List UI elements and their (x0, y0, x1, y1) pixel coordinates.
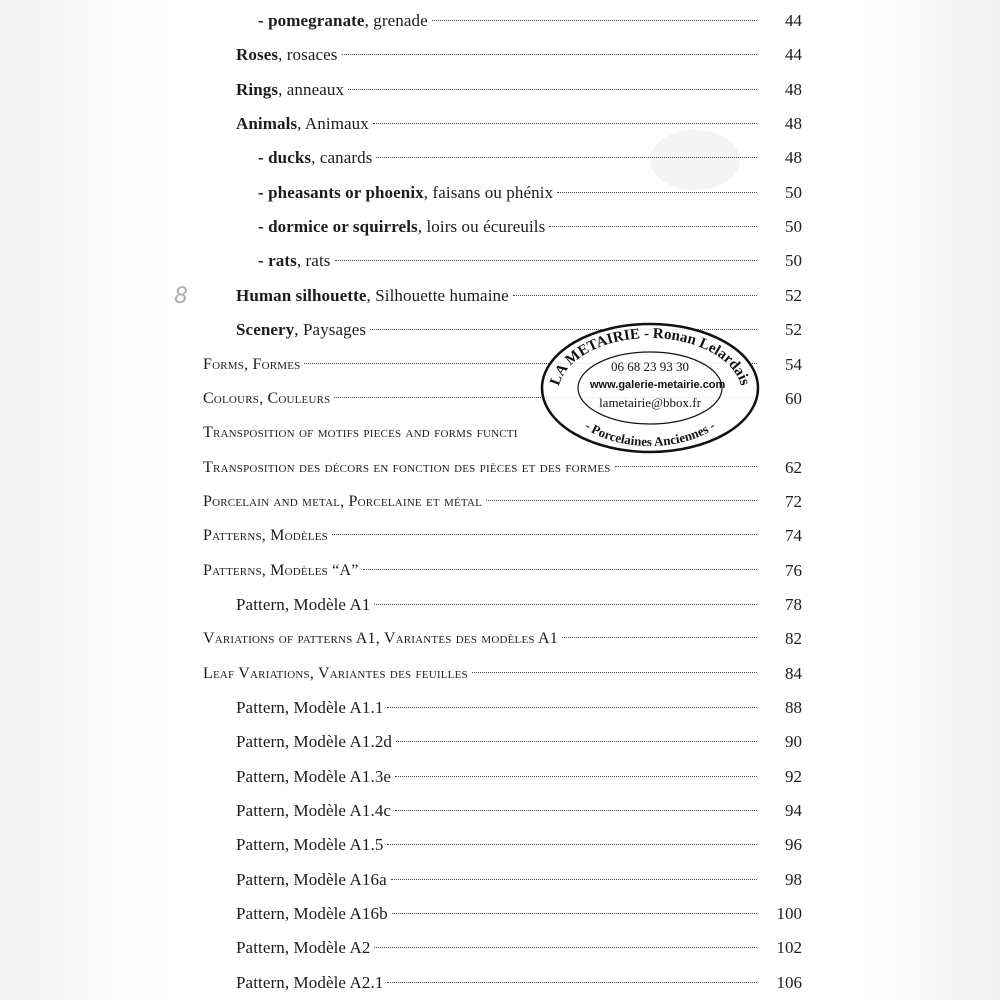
toc-page-number: 100 (776, 904, 802, 924)
toc-entry-title-english: - pomegranate (258, 11, 365, 30)
toc-entry-title-text: Pattern, Modèle A1.2d (236, 732, 393, 752)
toc-row (0, 691, 1000, 725)
toc-entry-title-english: - ducks (258, 148, 312, 168)
toc-entry-title-text: Transposition of motifs pieces and forms functi (203, 424, 518, 442)
toc-entry (258, 244, 765, 278)
dot-leader (387, 982, 757, 983)
dot-leader (432, 20, 757, 21)
toc-page-number: 92 (785, 766, 802, 786)
toc-row (0, 931, 1000, 965)
toc-row (0, 622, 1000, 656)
toc-row (0, 519, 1000, 553)
dot-leader (391, 879, 757, 880)
toc-entry (236, 38, 765, 72)
toc-row (0, 38, 1000, 72)
toc-row (0, 588, 1000, 622)
toc-entry-title-text: , rats (296, 251, 331, 271)
dot-leader (392, 913, 757, 914)
dot-leader (373, 123, 757, 124)
toc-entry-title (203, 657, 468, 691)
toc-entry-title-text: , rosaces (278, 45, 338, 65)
toc-entry-title (258, 141, 372, 175)
toc-row (0, 760, 1000, 794)
toc-entry (236, 931, 765, 965)
toc-entry (236, 863, 765, 897)
toc-page-number: 76 (785, 560, 802, 580)
toc-entry-title-text: Leaf Variations, Variantes des feuilles (203, 664, 468, 682)
toc-entry-title-text: , canards (311, 148, 373, 168)
stamp-bottom-text: - Porcelaines Anciennes - (582, 417, 718, 450)
toc-entry-title-text: Pattern, Modèle A1 (236, 594, 371, 614)
toc-row (0, 313, 1000, 347)
toc-entry-title-text: Colours, Couleurs (203, 389, 331, 407)
dot-leader (395, 776, 757, 777)
toc-page-number: 48 (785, 114, 802, 134)
toc-page-number: 62 (785, 457, 802, 477)
toc-entry (236, 966, 765, 1000)
toc-entry-title-text: Porcelain and metal, Porcelaine et métal (203, 492, 483, 510)
toc-entry-title (203, 519, 328, 553)
toc-page-number: 94 (785, 801, 802, 821)
toc-entry-title (203, 382, 330, 416)
toc-entry-title (258, 176, 553, 210)
stamp-contact (590, 358, 726, 412)
toc-page-number: 50 (785, 217, 802, 237)
toc-entry-title-english: Rings (236, 79, 279, 99)
toc-entry-title (236, 760, 391, 794)
toc-row (0, 725, 1000, 759)
gallery-stamp (540, 322, 760, 454)
toc-entry-title-text: , faisans ou phénix (423, 182, 554, 202)
toc-page-number: 48 (785, 148, 802, 168)
toc-entry (236, 279, 765, 313)
toc-row (0, 210, 1000, 244)
toc-entry-title-text: Patterns, Modèles “A” (203, 561, 359, 579)
toc-entry-title (203, 451, 611, 485)
toc-entry (258, 210, 765, 244)
toc-entry-title-text: , Silhouette humaine (366, 285, 509, 305)
toc-entry-title-text: Pattern, Modèle A1.5 (236, 835, 384, 855)
toc-entry (236, 794, 765, 828)
stamp-website: www.galerie-metairie.com (590, 379, 726, 391)
toc-entry-title (236, 897, 388, 931)
toc-row (0, 897, 1000, 931)
toc-page-number: 50 (785, 182, 802, 202)
toc-page-number: 44 (785, 11, 802, 30)
toc-entry-title (236, 966, 383, 1000)
toc-entry-title-text: Pattern, Modèle A2.1 (236, 972, 384, 992)
toc-row (0, 863, 1000, 897)
toc-entry-title (236, 313, 366, 347)
toc-entry-title-text: Pattern, Modèle A1.3e (236, 766, 392, 786)
toc-row (0, 73, 1000, 107)
toc-entry-title (203, 554, 359, 588)
pencil-mark: 8 (174, 284, 188, 309)
dot-leader (374, 947, 757, 948)
toc-entry-title (203, 622, 558, 656)
toc-entry (236, 725, 765, 759)
toc-entry-title-english: Human silhouette (236, 285, 367, 305)
toc-row (0, 554, 1000, 588)
toc-page-number: 54 (785, 354, 802, 374)
toc-entry-title (236, 828, 383, 862)
dot-leader (376, 157, 757, 158)
toc-row (0, 794, 1000, 828)
toc-entry-title (258, 244, 331, 278)
toc-page-number: 96 (785, 835, 802, 855)
dot-leader (472, 672, 757, 673)
toc-page-number: 60 (785, 388, 802, 408)
dot-leader (486, 500, 757, 501)
dot-leader (374, 604, 757, 605)
stamp-phone: 06 68 23 93 30 (611, 359, 689, 374)
toc-entry (203, 657, 765, 691)
toc-entry (203, 554, 765, 588)
toc-entry-title-text: Pattern, Modèle A1.1 (236, 698, 384, 717)
dot-leader (395, 810, 757, 811)
toc-entry-title-text: , grenade (364, 11, 428, 30)
toc-entry-title-english: Roses (236, 45, 279, 65)
dot-leader (332, 534, 757, 535)
toc-entry-title (203, 485, 482, 519)
toc-entry-title-english: - pheasants or phoenix (258, 182, 424, 202)
toc-entry (203, 485, 765, 519)
toc-row (0, 141, 1000, 175)
dot-leader (562, 637, 757, 638)
dot-leader (387, 707, 757, 708)
toc-entry-title-text: , anneaux (278, 79, 345, 99)
toc-entry-title-text: , Animaux (297, 114, 369, 134)
toc-entry (236, 760, 765, 794)
toc-entry-title (258, 4, 428, 38)
toc-row (0, 176, 1000, 210)
toc-page-number: 82 (785, 629, 802, 649)
dot-leader (557, 192, 757, 193)
toc-entry-title (236, 73, 344, 107)
toc-entry (236, 588, 765, 622)
toc-row (0, 828, 1000, 862)
toc-entry-title (236, 38, 338, 72)
dot-leader (615, 466, 757, 467)
toc-entry (258, 176, 765, 210)
toc-row (0, 4, 1000, 38)
toc-entry-title-english: Scenery (236, 320, 295, 340)
toc-page-number: 84 (785, 663, 802, 683)
toc-row (0, 966, 1000, 1000)
toc-page-number: 88 (785, 698, 802, 717)
toc-row (0, 244, 1000, 278)
toc-entry-title-text: Forms, Formes (203, 355, 301, 373)
toc-entry-title (203, 416, 518, 450)
toc-row (0, 657, 1000, 691)
toc-entry-title (236, 107, 369, 141)
toc-entry-title-text: Pattern, Modèle A2 (236, 938, 371, 958)
toc-entry-title-english: Animals (236, 114, 298, 134)
toc-page-number: 72 (785, 491, 802, 511)
toc-entry (203, 519, 765, 553)
toc-entry (236, 73, 765, 107)
toc-entry-title-text: Pattern, Modèle A16a (236, 869, 387, 889)
toc-entry (258, 141, 765, 175)
toc-row (0, 485, 1000, 519)
dot-leader (342, 54, 758, 55)
toc-entry (203, 451, 765, 485)
dot-leader (348, 89, 757, 90)
toc-row (0, 348, 1000, 382)
toc-entry-title-text: , loirs ou écureuils (417, 217, 546, 237)
dot-leader (387, 844, 757, 845)
toc-entry-title (236, 279, 509, 313)
toc-entry-title (258, 210, 545, 244)
toc-entry (236, 897, 765, 931)
toc-page-number: 102 (776, 938, 802, 958)
toc-entry-title (236, 691, 383, 725)
toc-entry-title-text: Transposition des décors en fonction des pièces et des formes (203, 458, 611, 476)
toc-entry-title (236, 863, 387, 897)
dot-leader (335, 260, 758, 261)
toc-page-number: 98 (785, 869, 802, 889)
toc-page-number: 44 (785, 45, 802, 65)
toc-entry-title-english: - rats (258, 251, 297, 271)
toc-entry (203, 622, 765, 656)
toc-entry-title (203, 348, 300, 382)
toc-entry (236, 107, 765, 141)
toc-entry-title (236, 794, 391, 828)
dot-leader (363, 569, 757, 570)
toc-entry-title-english: - dormice or squirrels (258, 217, 418, 237)
toc-page-number: 48 (785, 79, 802, 99)
toc-row (0, 382, 1000, 416)
toc-entry-title (236, 588, 370, 622)
toc-page-number: 74 (785, 526, 802, 546)
toc-entry (236, 828, 765, 862)
dot-leader (513, 295, 757, 296)
toc-entry-title (236, 725, 392, 759)
dot-leader (396, 741, 757, 742)
toc-page-number: 106 (776, 972, 802, 992)
toc-page-number: 50 (785, 251, 802, 271)
stamp-email: lametairie@bbox.fr (599, 395, 701, 410)
toc-page-number: 78 (785, 594, 802, 614)
toc-entry-title-text: Variations of patterns A1, Variantes des modèles A1 (203, 630, 558, 648)
toc-page-number: 52 (785, 320, 802, 340)
toc-row (0, 279, 1000, 313)
toc-entry (258, 4, 765, 38)
toc-row (0, 451, 1000, 485)
toc-entry-title (236, 931, 370, 965)
toc-page-number: 52 (785, 285, 802, 305)
toc-page-number: 90 (785, 732, 802, 752)
toc-entry-title-text: Pattern, Modèle A1.4c (236, 801, 392, 821)
toc-entry-title-text: Pattern, Modèle A16b (236, 904, 388, 924)
toc-entry (236, 691, 765, 725)
dot-leader (549, 226, 757, 227)
toc-entry-title-text: Patterns, Modèles (203, 527, 328, 545)
toc-row (0, 416, 1000, 450)
toc-row (0, 107, 1000, 141)
toc-entry-title-text: , Paysages (294, 320, 367, 340)
stamp-top-text: LA METAIRIE - Ronan Lelardais (547, 325, 753, 388)
